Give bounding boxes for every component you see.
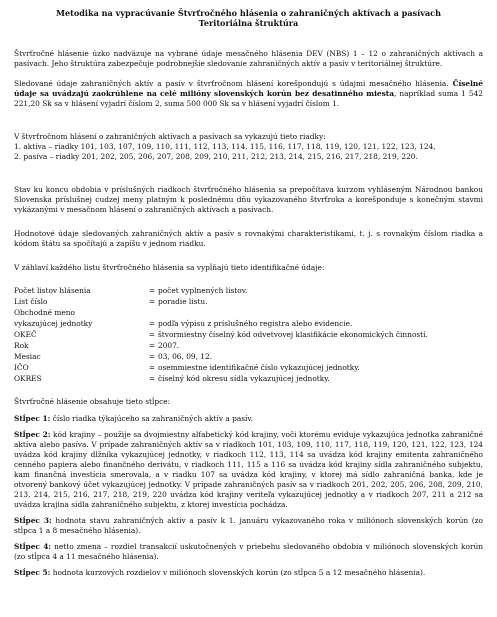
- field-term: Mesiac: [14, 352, 41, 361]
- column-label: Stĺpec 5:: [14, 568, 51, 577]
- rows-assets: 1. aktíva – riadky 101, 103, 107, 109, 110, 111, 112, 113, 114, 115, 116, 117, 118, 119, 120, 121, 122, 123, 124,: [14, 142, 436, 151]
- columns-intro: Štvrťročné hlásenie obsahuje tieto stĺpce:: [14, 397, 171, 406]
- field-description: 03, 06, 09, 12.: [158, 352, 213, 361]
- field-equals: =: [148, 363, 156, 372]
- column-text: hodnota kurzových rozdielov v miliónoch slovenských korún (zo stĺpca 5 a 12 mesačného hlásenia).: [50, 568, 426, 577]
- column-text: netto zmena – rozdiel transakcií uskutočnených v priebehu sledovaného obdobia v miliónoch slovenských korún (zo stĺpca 4 a 11 mesačného hlásenia).: [14, 542, 483, 561]
- field-row: [14, 296, 483, 307]
- field-description: poradie listu.: [158, 297, 208, 306]
- field-equals: =: [148, 286, 156, 295]
- field-row: [14, 351, 483, 362]
- column-description: [14, 568, 483, 578]
- field-description: osemmiestne identifikačné číslo vykazujúcej jednotky.: [158, 363, 360, 372]
- identification-fields-list: [14, 285, 483, 384]
- field-term: Rok: [14, 341, 29, 350]
- paragraph-rows: [14, 132, 483, 162]
- field-row: [14, 329, 483, 340]
- paragraph-intro: Štvrťročné hlásenie úzko nadväzuje na vybrané údaje mesačného hlásenia DEV (NBS) 1 – 12 o zahraničných aktívach a pasívach. Jeho štruktúra zabezpečuje podrobnejšie sledovanie zahraničných aktív a pasív v teritoriálnej štruktúre.: [14, 49, 483, 68]
- field-description: počet vyplnených listov.: [158, 286, 248, 295]
- field-equals: =: [148, 374, 156, 383]
- field-row: [14, 362, 483, 373]
- rounding-text-start: Sledované údaje zahraničných aktív a pasív v štvrťročnom hlásení korešpondujú s údajmi mesačného hlásenia.: [14, 79, 449, 88]
- column-text: hodnota stavu zahraničných aktív a pasív k 1. januáru vykazovaného roka v miliónoch slovenských korún (zo stĺpca 1 a 8 mesačného hlásenia).: [14, 516, 484, 535]
- field-equals: =: [148, 330, 156, 339]
- column-label: Stĺpec 2:: [14, 430, 51, 439]
- rows-liabilities: 2. pasíva – riadky 201, 202, 205, 206, 207, 208, 209, 210, 211, 212, 213, 214, 215, 216, 217, 218, 219, 220.: [14, 152, 418, 161]
- field-term: List číslo: [14, 297, 48, 306]
- rounding-emphasis: Číselné údaje sa uvádzajú zaokrúhlene na celé milióny slovenských korún bez desatinného miesta: [14, 79, 483, 98]
- title-line-2: Teritoriálna štruktúra: [198, 18, 299, 28]
- column-text: číslo riadka týkajúceho sa zahraničných aktív a pasív.: [50, 414, 254, 423]
- field-equals: =: [148, 352, 156, 361]
- document-title: [14, 8, 483, 28]
- field-equals: =: [148, 341, 156, 350]
- rows-intro: V štvrťročnom hlásení o zahraničných aktívach a pasívach sa vykazujú tieto riadky:: [14, 132, 326, 141]
- field-row: [14, 340, 483, 351]
- column-description: [14, 414, 483, 424]
- field-term: vykazujúcej jednotky: [14, 319, 93, 328]
- column-description: [14, 516, 483, 536]
- column-description: [14, 542, 483, 562]
- paragraph-header-fields: V záhlaví každého listu štvrťročného hlásenia sa vypĺňajú tieto identifikačné údaje:: [14, 263, 325, 272]
- column-description: [14, 430, 483, 510]
- field-description: 2007.: [158, 341, 180, 350]
- column-label: Stĺpec 3:: [14, 516, 52, 525]
- field-term: OKEČ: [14, 330, 37, 339]
- column-label: Stĺpec 4:: [14, 542, 52, 551]
- paragraph-aggregation: Hodnotové údaje sledovaných zahraničných aktív a pasív s rovnakými charakteristikami, t. j. s rovnakým číslom riadka a kódom štátu sa spočítajú a zapíšu v jednom riadku.: [14, 229, 483, 248]
- field-description: číselný kód okresu sídla vykazujúcej jednotky.: [158, 374, 330, 383]
- field-row: [14, 285, 483, 296]
- field-row: [14, 307, 483, 318]
- field-equals: =: [148, 319, 156, 328]
- title-line-1: Metodika na vypracúvanie Štvrťročného hlásenia o zahraničných aktívach a pasívach: [56, 8, 441, 18]
- field-term: OKRES: [14, 374, 42, 383]
- rounding-text-end: , napríklad suma 1 542 221,20 Sk sa v hlásení vyjadrí číslom 2, suma 500 000 Sk sa v hlásení vyjadrí číslom 1.: [14, 89, 483, 108]
- field-row: [14, 318, 483, 329]
- field-row: [14, 373, 483, 384]
- paragraph-rounding: [14, 79, 483, 109]
- field-equals: =: [148, 297, 156, 306]
- field-term: IČO: [14, 363, 29, 372]
- field-description: štvormiestny číselný kód odvetvovej klasifikácie ekonomických činností.: [158, 330, 428, 339]
- column-label: Stĺpec 1:: [14, 414, 51, 423]
- field-term: Počet listov hlásenia: [14, 286, 91, 295]
- field-description: podľa výpisu z príslušného registra alebo evidencie.: [158, 319, 353, 328]
- field-term: Obchodné meno: [14, 308, 75, 317]
- paragraph-exchange-rate: Stav ku koncu obdobia v príslušných riadkoch štvrťročného hlásenia sa prepočítava kurzom vyhláseným Národnou bankou Slovenska príslušnej cudzej meny platným k poslednému dňu vykazovaného štvrťroka a korešponduje s konečným stavmi vykázanými v mesačnom hlásení o zahraničných aktívach a pasívach.: [14, 185, 483, 214]
- column-text: kód krajiny – použije sa dvojmiestny alfabetický kód krajiny, voči ktorému eviduje vykazujúca jednotka zahraničné aktíva alebo pasíva. V prípade zahraničných aktív sa v riadkoch 101, 103, 109, 110, 117, 118, 119, 120, 121, 122, 123, 124 uvádza kód krajiny dlžníka vykazujúcej jednotky, v riadkoch 112, 113, 114 sa uvádza kód krajiny emitenta zahraničného cenného papiera alebo finančného derivátu, v riadkoch 111, 115 a 116 sa uvádza kód krajiny sídla zahraničného subjektu, kam finančná investícia smerovala, a v riadku 107 sa uvádza kód krajiny, v ktorej má sídlo zahraničná banka, kde je otvorený bankový účet vykazujúcej jednotky. V prípade zahraničných pasív sa v riadkoch 201, 202, 205, 206, 208, 209, 210, 213, 214, 215, 216, 217, 218, 219, 220 uvádza kód krajiny veriteľa vykazujúcej jednotky a v riadkoch 207, 211 a 212 sa uvádza krajina sídla zahraničného subjektu, z ktorej investícia pochádza.: [14, 430, 484, 509]
